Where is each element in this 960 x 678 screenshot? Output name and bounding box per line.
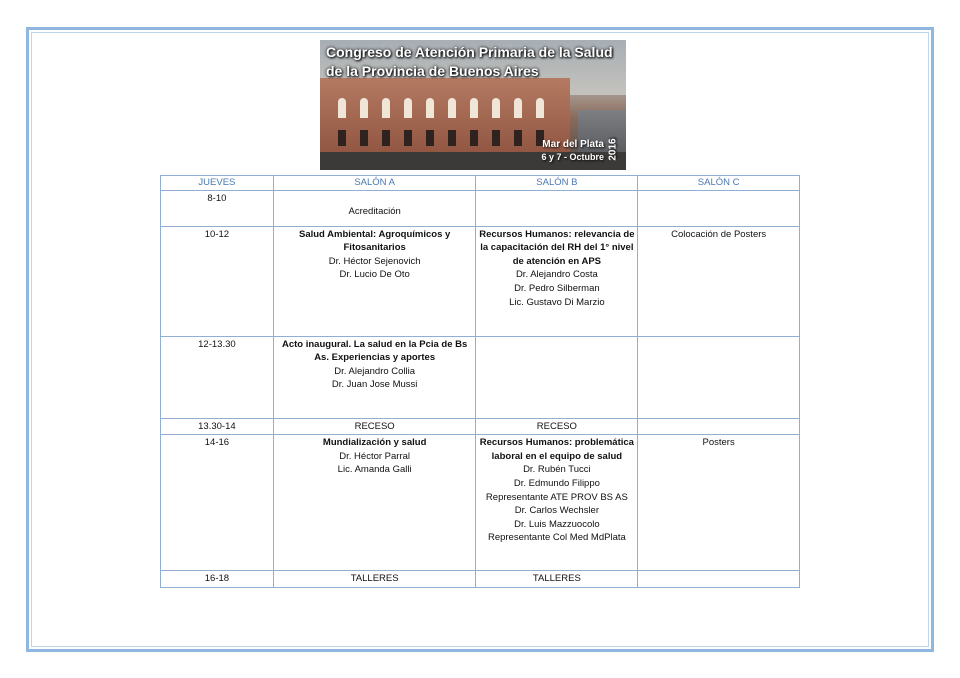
banner-title-line2: de la Provincia de Buenos Aires: [326, 63, 539, 79]
table-row: [161, 571, 800, 588]
salon-a-cell: TALLERES: [273, 571, 476, 588]
salon-c-cell: [638, 190, 800, 226]
table-row: [161, 418, 800, 435]
speaker-name: Dr. Alejandro Collia: [334, 365, 416, 377]
table-row: [161, 190, 800, 226]
speaker-name: Representante Col Med MdPlata: [487, 532, 626, 544]
session-title: Acto inaugural. La salud en la Pcia de Bs As. Experiencias y aportes: [281, 338, 468, 364]
banner-location: Mar del Plata: [542, 139, 604, 150]
banner-title-line1: Congreso de Atención Primaria de la Salud: [326, 44, 613, 60]
speaker-name: Dr. Héctor Parral: [339, 450, 411, 462]
salon-b-cell: RECESO: [476, 418, 638, 435]
speaker-name: Dr. Héctor Sejenovich: [328, 255, 421, 267]
salon-b-cell: [476, 336, 638, 418]
speaker-name: Lic. Amanda Galli: [337, 464, 412, 476]
table-row: [161, 336, 800, 418]
salon-c-cell: [638, 571, 800, 588]
header-salon-a: SALÓN A: [273, 176, 476, 191]
time-cell: 12-13.30: [161, 336, 274, 418]
session-title: Salud Ambiental: Agroquímicos y Fitosanitarios: [298, 228, 451, 254]
banner-year: 2016: [607, 138, 619, 161]
speaker-name: Dr. Lucio De Oto: [339, 269, 410, 281]
time-cell: 8-10: [161, 190, 274, 226]
speaker-name: Dr. Rubén Tucci: [523, 464, 591, 476]
salon-a-cell: [273, 336, 476, 418]
salon-a-cell: [273, 435, 476, 571]
salon-a-cell: [273, 226, 476, 336]
salon-b-cell: TALLERES: [476, 571, 638, 588]
salon-c-cell: [638, 336, 800, 418]
header-salon-c: SALÓN C: [638, 176, 800, 191]
speaker-name: Dr. Carlos Wechsler: [514, 505, 600, 517]
schedule-table: [160, 175, 800, 588]
time-cell: 13.30-14: [161, 418, 274, 435]
salon-c-cell: Colocación de Posters: [638, 226, 800, 336]
time-cell: 14-16: [161, 435, 274, 571]
salon-c-cell: [638, 418, 800, 435]
header-day: JUEVES: [161, 176, 274, 191]
speaker-name: Dr. Alejandro Costa: [515, 269, 598, 281]
table-header-row: [161, 176, 800, 191]
time-cell: 10-12: [161, 226, 274, 336]
session-title: Recursos Humanos: problemática laboral en el equipo de salud: [479, 437, 634, 462]
speaker-name: Representante ATE PROV BS AS: [485, 491, 628, 503]
header-salon-b: SALÓN B: [476, 176, 638, 191]
table-row: [161, 226, 800, 336]
speaker-name: Dr. Juan Jose Mussi: [331, 379, 418, 391]
salon-b-cell: [476, 226, 638, 336]
salon-c-cell: Posters: [638, 435, 800, 571]
session-title: Recursos Humanos: relevancia de la capacitación del RH del 1° nivel de atención en APS: [479, 228, 635, 267]
salon-b-cell: [476, 435, 638, 571]
speaker-name: Lic. Gustavo Di Marzio: [509, 296, 605, 308]
salon-a-cell: RECESO: [273, 418, 476, 435]
speaker-name: Dr. Edmundo Filippo: [513, 477, 600, 489]
salon-a-cell: [273, 190, 476, 226]
salon-b-cell: [476, 190, 638, 226]
banner-building-image: [320, 78, 570, 158]
time-cell: 16-18: [161, 571, 274, 588]
speaker-name: Dr. Pedro Silberman: [514, 282, 600, 294]
speaker-name: Dr. Luis Mazzuocolo: [514, 518, 600, 530]
congress-banner: [320, 40, 626, 170]
session-text: Acreditación: [348, 205, 401, 217]
banner-dates: 6 y 7 - Octubre: [541, 152, 604, 162]
session-title: Mundialización y salud: [322, 437, 427, 449]
table-row: [161, 435, 800, 571]
